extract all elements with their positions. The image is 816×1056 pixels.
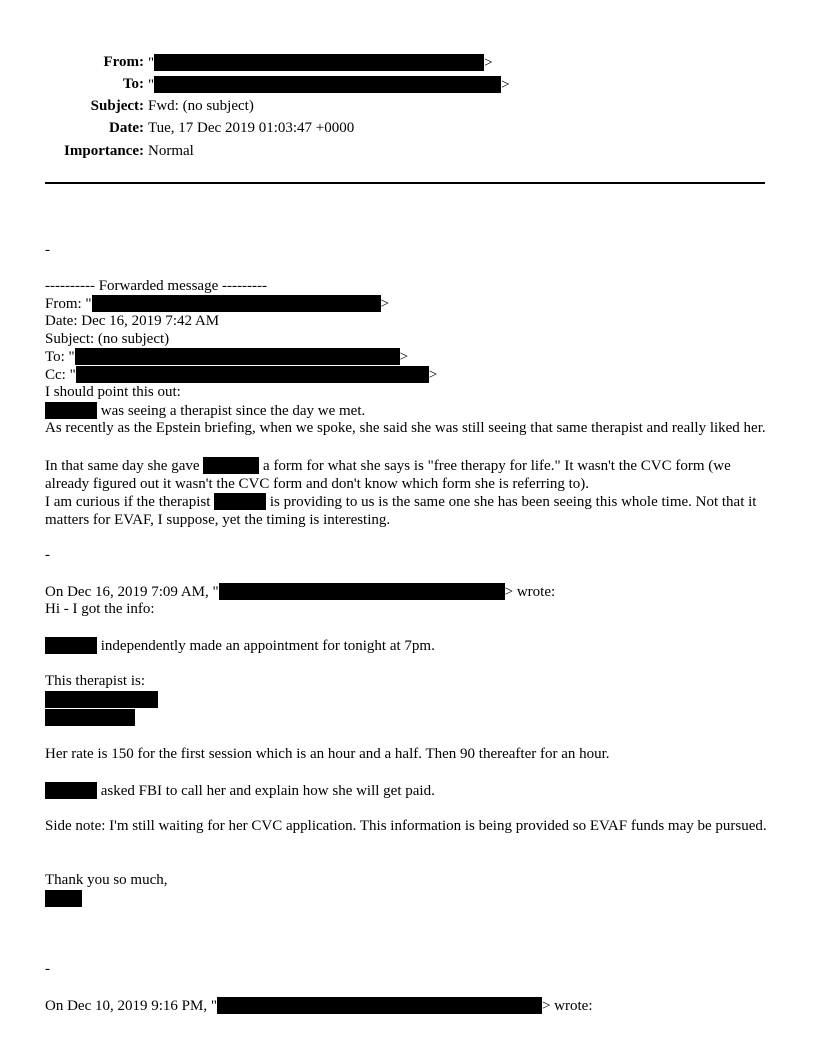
redaction-box xyxy=(203,457,259,474)
message-line: I should point this out: xyxy=(45,384,181,400)
subject-value: Fwd: (no subject) xyxy=(148,98,254,114)
redaction-box xyxy=(45,637,97,654)
separator-dash: - xyxy=(45,961,50,977)
importance-label: Importance: xyxy=(64,143,144,159)
forwarded-marker: ---------- Forwarded message --------- xyxy=(45,278,267,294)
fwd-subject-line: Subject: (no subject) xyxy=(45,331,170,347)
redaction-box xyxy=(217,997,542,1014)
fwd-date-line: Date: Dec 16, 2019 7:42 AM xyxy=(45,313,220,329)
fwd-cc-line: Cc: " > xyxy=(45,367,438,383)
redaction-box xyxy=(154,54,484,71)
quote-attribution: On Dec 10, 2019 9:16 PM, " > wrote: xyxy=(45,998,593,1014)
redaction-box xyxy=(45,709,135,726)
quote-attribution: On Dec 16, 2019 7:09 AM, " > wrote: xyxy=(45,584,556,600)
message-line: Hi - I got the info: xyxy=(45,601,155,617)
fwd-to-line: To: " > xyxy=(45,349,409,365)
to-value: " > xyxy=(148,77,510,93)
fwd-from-line: From: " > xyxy=(45,296,390,312)
redaction-box xyxy=(45,402,97,419)
message-paragraph: I am curious if the therapist is providing to us is the same one she has been seeing this whole time. Not that it matters for EVAF, I suppose, yet the timing is interesting. xyxy=(45,494,757,528)
importance-value: Normal xyxy=(148,143,194,159)
redacted-signature xyxy=(45,890,82,909)
redaction-box xyxy=(45,691,158,708)
redaction-box xyxy=(92,295,381,312)
date-value: Tue, 17 Dec 2019 01:03:47 +0000 xyxy=(148,120,355,136)
separator-dash: - xyxy=(45,547,50,563)
message-paragraph: Side note: I'm still waiting for her CVC application. This information is being provided so EVAF funds may be pursued. xyxy=(45,818,767,834)
subject-label: Subject: xyxy=(90,98,144,114)
redaction-box xyxy=(45,782,97,799)
message-line: This therapist is: xyxy=(45,673,145,689)
message-paragraph: As recently as the Epstein briefing, when we spoke, she said she was still seeing that same therapist and really liked her. xyxy=(45,420,766,436)
from-value: " > xyxy=(148,55,493,71)
message-line: independently made an appointment for tonight at 7pm. xyxy=(45,637,435,656)
redaction-box xyxy=(76,366,429,383)
redaction-box xyxy=(214,493,266,510)
from-label: From: xyxy=(103,54,144,70)
message-line: was seeing a therapist since the day we met. xyxy=(45,402,365,421)
message-line: Her rate is 150 for the first session which is an hour and a half. Then 90 thereafter for an hour. xyxy=(45,746,610,762)
redaction-box xyxy=(75,348,400,365)
redaction-box xyxy=(45,890,82,907)
header-divider xyxy=(45,182,765,184)
message-line: asked FBI to call her and explain how she will get paid. xyxy=(45,782,435,801)
redacted-line xyxy=(45,691,158,710)
redaction-box xyxy=(154,76,501,93)
redacted-line xyxy=(45,709,135,728)
redaction-box xyxy=(219,583,505,600)
message-line: Thank you so much, xyxy=(45,872,168,888)
date-label: Date: xyxy=(109,120,144,136)
separator-dash: - xyxy=(45,242,50,258)
message-paragraph: In that same day she gave a form for what she says is "free therapy for life." It wasn't the CVC form (we already figured out it wasn't the CVC form and don't know which form she is referring to). xyxy=(45,458,731,492)
to-label: To: xyxy=(122,76,144,92)
